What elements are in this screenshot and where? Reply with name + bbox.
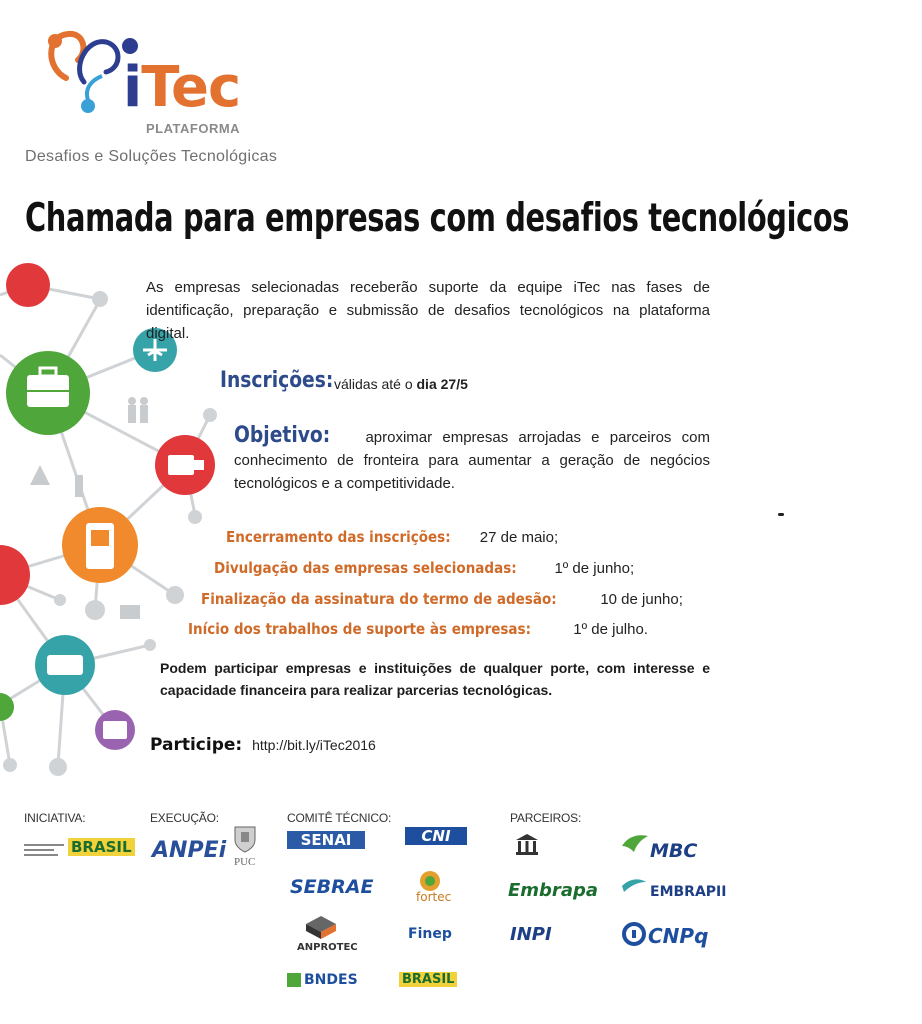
inscricoes-text: válidas até o [334,376,417,392]
cnpq-logo: CNPq [648,924,709,948]
objetivo-block [234,424,710,495]
schedule-value: 1º de julho. [573,621,648,638]
objetivo-text: aproximar empresas arrojadas e parceiros com conhecimento de fronteira para aumentar a geração de negócios tecnológicos e a competitividade. [234,429,710,492]
ministerio-logo [24,840,64,856]
iniciativa-caption: INICIATIVA: [24,811,86,825]
schedule-label: Finalização da assinatura do termo de adesão: [201,590,557,608]
schedule-value: 1º de junho; [554,560,635,577]
bndes-mark-icon [287,973,301,987]
schedule-label: Encerramento das inscrições: [226,528,451,546]
inscricoes-value [334,376,468,392]
brasil-logo-2: BRASIL [399,972,457,987]
embrapii-logo: EMBRAPII [650,884,727,900]
fortec-mark-icon [418,870,442,892]
schedule-row [226,528,558,546]
mbc-logo: MBC [650,840,698,862]
puc-crest-icon [232,824,258,854]
cni-logo: CNI [405,827,467,845]
itec-wordmark [123,55,241,120]
brasil-logo: BRASIL [68,838,135,856]
embrapa-logo: Embrapa [508,880,598,901]
cnpq-mark-icon [622,922,646,946]
puc-logo: PUC [234,856,256,868]
anpei-logo: ANPEi [152,838,227,863]
embrapii-swoosh-icon [620,876,648,894]
objetivo-label: Objetivo: [234,423,331,448]
logo-tagline: Desafios e Soluções Tecnológicas [25,148,278,165]
intro-text: As empresas selecionadas receberão suporte da equipe iTec nas fases de identificação, preparação e submissão de desafios tecnológicos na plataforma digital. [146,279,710,342]
comite-caption: COMITÊ TÉCNICO: [287,811,392,825]
schedule-row [188,620,648,638]
inscricoes-block [220,368,468,393]
participe-line [150,735,376,755]
sebrae-logo: SEBRAE [290,876,374,898]
inscricoes-label: Inscrições: [220,368,334,393]
bndes-logo: BNDES [304,972,358,988]
schedule-row [214,559,634,577]
fortec-logo: fortec [416,890,452,904]
inscricoes-date: dia 27/5 [416,376,468,392]
logo-subtitle: PLATAFORMA [146,121,241,136]
senai-logo: SENAI [287,831,365,849]
schedule-label: Início dos trabalhos de suporte às empresas: [188,620,531,638]
schedule-row [201,590,683,608]
participe-label: Participe: [150,735,243,755]
schedule-value: 10 de junho; [600,591,683,608]
eligibility-paragraph: Podem participar empresas e instituições de qualquer porte, com interesse e capacidade financeira para realizar parcerias tecnológicas. [160,660,710,698]
headline: Chamada para empresas com desafios tecnológicos [25,196,850,241]
logo-i: i [123,55,142,120]
stray-mark [778,513,784,516]
anprotec-logo: ANPROTEC [297,942,358,953]
anprotec-cube-icon [304,914,338,940]
unesco-temple-icon [514,832,540,856]
schedule-label: Divulgação das empresas selecionadas: [214,559,517,577]
parceiros-caption: PARCEIROS: [510,811,582,825]
finep-logo: Finep [408,926,452,942]
schedule-value: 27 de maio; [479,529,559,546]
mbc-bird-icon [620,832,650,854]
inpi-logo: INPI [510,924,552,945]
logo-tec: Tec [141,55,241,120]
participe-link[interactable]: http://bit.ly/iTec2016 [252,737,376,753]
intro-paragraph [146,276,710,345]
execucao-caption: EXECUÇÃO: [150,811,219,825]
